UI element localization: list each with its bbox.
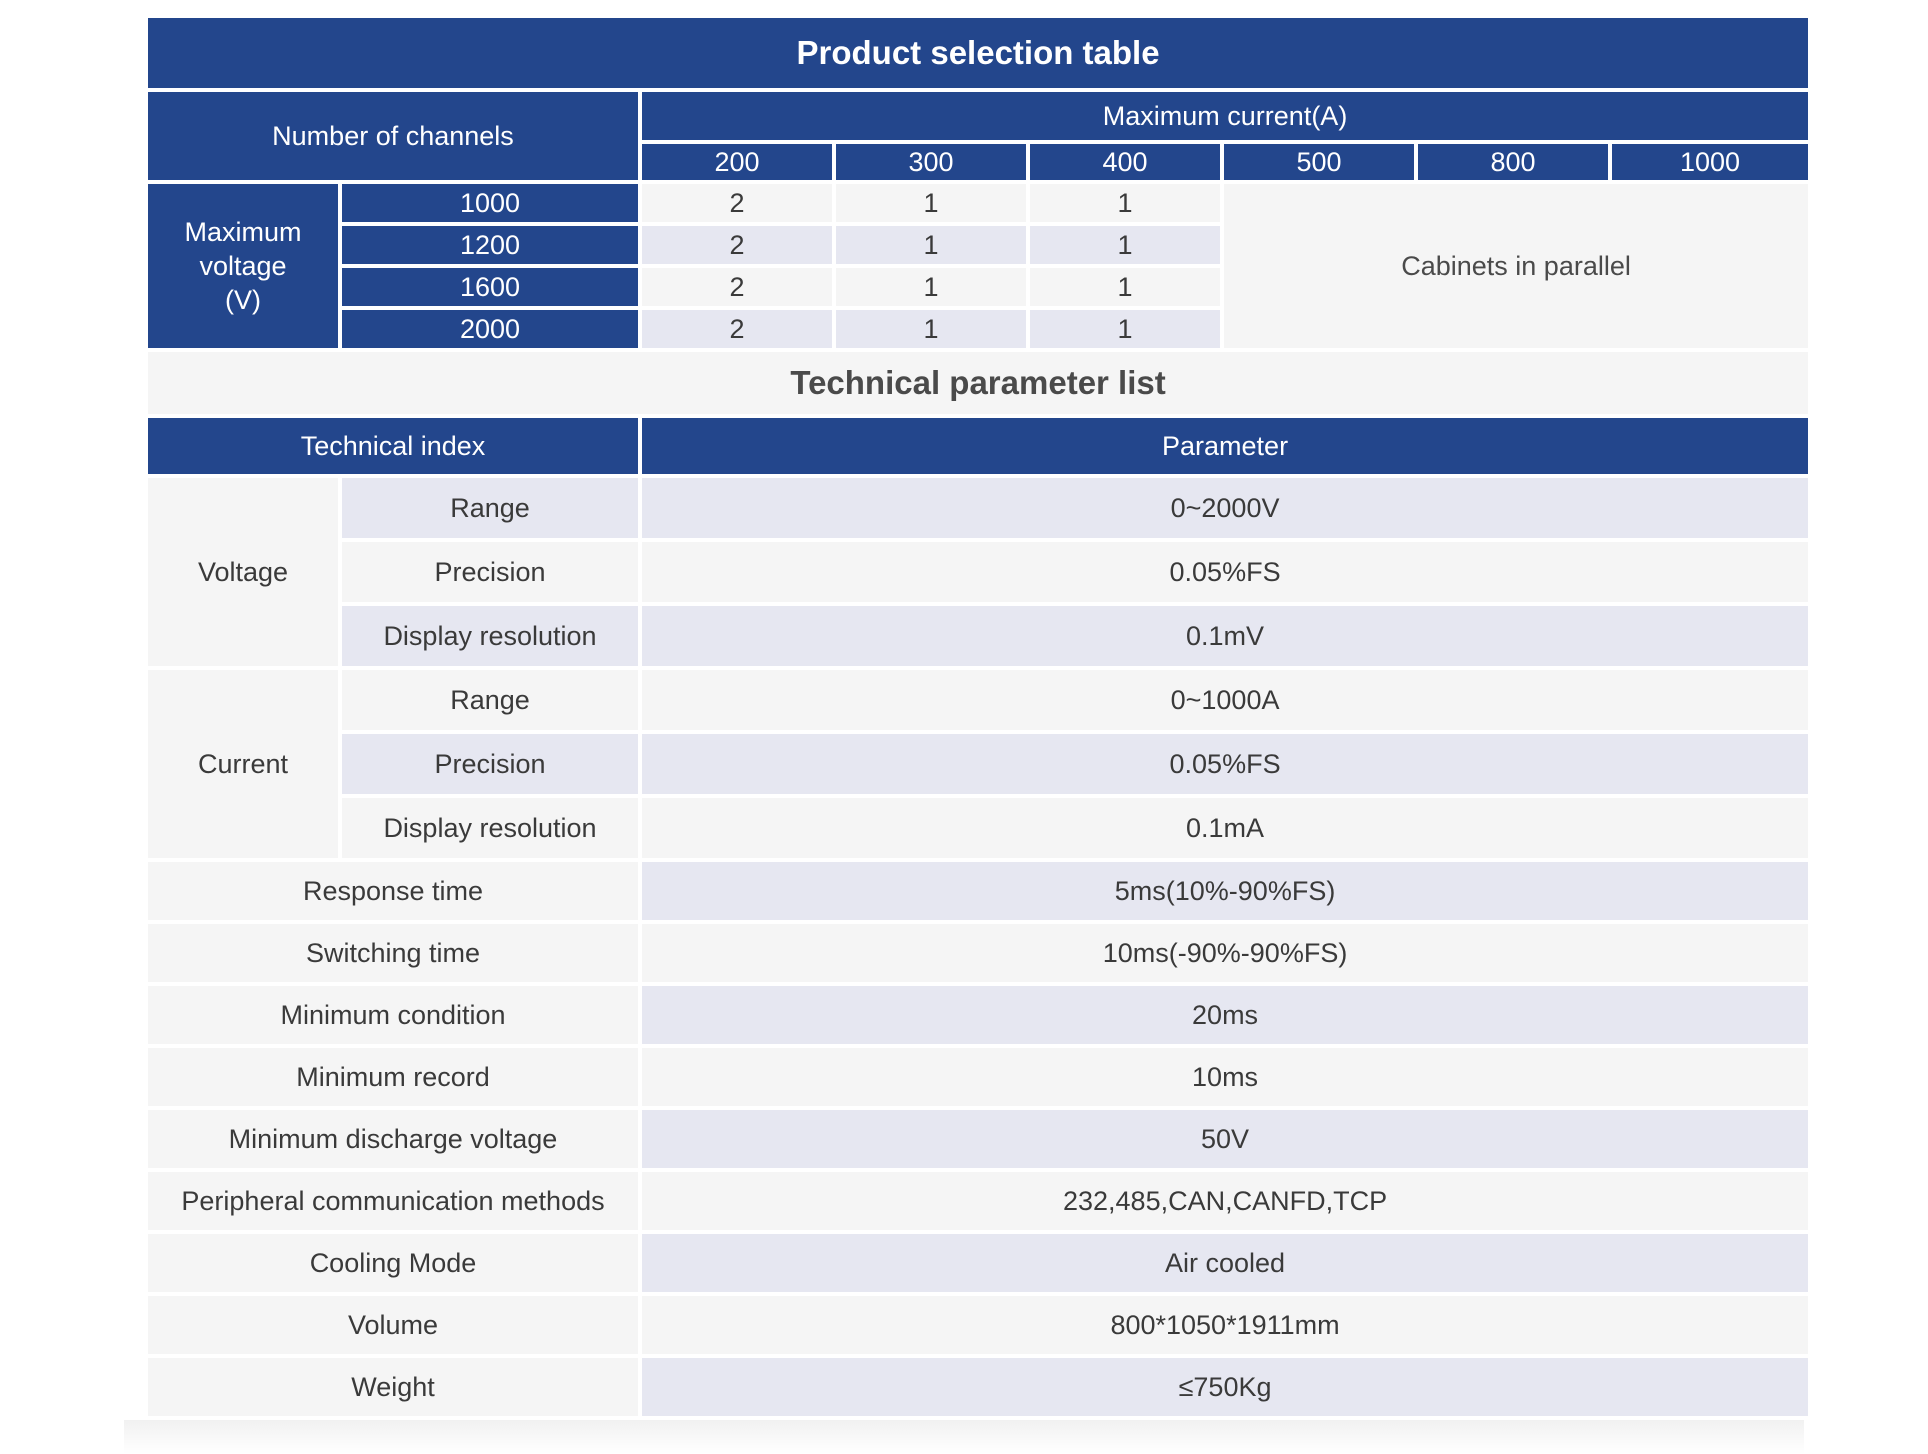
technical-title: Technical parameter list xyxy=(148,352,1808,414)
voltage-2000: 2000 xyxy=(342,310,638,348)
minimum-record-value: 10ms xyxy=(642,1048,1808,1106)
current-400: 400 xyxy=(1030,144,1220,180)
voltage-precision-value: 0.05%FS xyxy=(642,542,1808,602)
voltage-range-label: Range xyxy=(342,478,638,538)
bottom-shadow xyxy=(124,1420,1804,1454)
min-discharge-voltage-label: Minimum discharge voltage xyxy=(148,1110,638,1168)
sel-cell: 2 xyxy=(642,310,832,348)
cooling-mode-value: Air cooled xyxy=(642,1234,1808,1292)
voltage-resolution-label: Display resolution xyxy=(342,606,638,666)
current-300: 300 xyxy=(836,144,1026,180)
current-200: 200 xyxy=(642,144,832,180)
voltage-1200: 1200 xyxy=(342,226,638,264)
sel-cell: 2 xyxy=(642,226,832,264)
sel-cell: 1 xyxy=(1030,226,1220,264)
current-resolution-label: Display resolution xyxy=(342,798,638,858)
sel-cell: 1 xyxy=(1030,184,1220,222)
sel-cell: 2 xyxy=(642,268,832,306)
channels-label: Number of channels xyxy=(148,92,638,180)
weight-value: ≤750Kg xyxy=(642,1358,1808,1416)
voltage-1600: 1600 xyxy=(342,268,638,306)
voltage-group-label: Voltage xyxy=(148,478,338,666)
communication-value: 232,485,CAN,CANFD,TCP xyxy=(642,1172,1808,1230)
voltage-resolution-value: 0.1mV xyxy=(642,606,1808,666)
current-500: 500 xyxy=(1224,144,1414,180)
selection-title: Product selection table xyxy=(148,18,1808,88)
current-range-label: Range xyxy=(342,670,638,730)
parallel-note: Cabinets in parallel xyxy=(1224,184,1808,348)
volume-label: Volume xyxy=(148,1296,638,1354)
weight-label: Weight xyxy=(148,1358,638,1416)
current-800: 800 xyxy=(1418,144,1608,180)
sel-cell: 1 xyxy=(836,184,1026,222)
param-header: Parameter xyxy=(642,418,1808,474)
response-time-value: 5ms(10%-90%FS) xyxy=(642,862,1808,920)
current-group-label: Current xyxy=(148,670,338,858)
minimum-condition-label: Minimum condition xyxy=(148,986,638,1044)
current-header: Maximum current(A) xyxy=(642,92,1808,140)
voltage-precision-label: Precision xyxy=(342,542,638,602)
sel-cell: 1 xyxy=(836,310,1026,348)
sel-cell: 2 xyxy=(642,184,832,222)
minimum-condition-value: 20ms xyxy=(642,986,1808,1044)
volume-value: 800*1050*1911mm xyxy=(642,1296,1808,1354)
voltage-1000: 1000 xyxy=(342,184,638,222)
communication-label: Peripheral communication methods xyxy=(148,1172,638,1230)
sel-cell: 1 xyxy=(836,268,1026,306)
sel-cell: 1 xyxy=(1030,268,1220,306)
index-header: Technical index xyxy=(148,418,638,474)
spec-table xyxy=(144,14,1812,1420)
current-resolution-value: 0.1mA xyxy=(642,798,1808,858)
voltage-range-value: 0~2000V xyxy=(642,478,1808,538)
current-1000: 1000 xyxy=(1612,144,1808,180)
cooling-mode-label: Cooling Mode xyxy=(148,1234,638,1292)
current-range-value: 0~1000A xyxy=(642,670,1808,730)
voltage-label: Maximum voltage (V) xyxy=(148,184,338,348)
response-time-label: Response time xyxy=(148,862,638,920)
switching-time-label: Switching time xyxy=(148,924,638,982)
min-discharge-voltage-value: 50V xyxy=(642,1110,1808,1168)
current-precision-value: 0.05%FS xyxy=(642,734,1808,794)
sel-cell: 1 xyxy=(1030,310,1220,348)
switching-time-value: 10ms(-90%-90%FS) xyxy=(642,924,1808,982)
current-precision-label: Precision xyxy=(342,734,638,794)
sel-cell: 1 xyxy=(836,226,1026,264)
minimum-record-label: Minimum record xyxy=(148,1048,638,1106)
